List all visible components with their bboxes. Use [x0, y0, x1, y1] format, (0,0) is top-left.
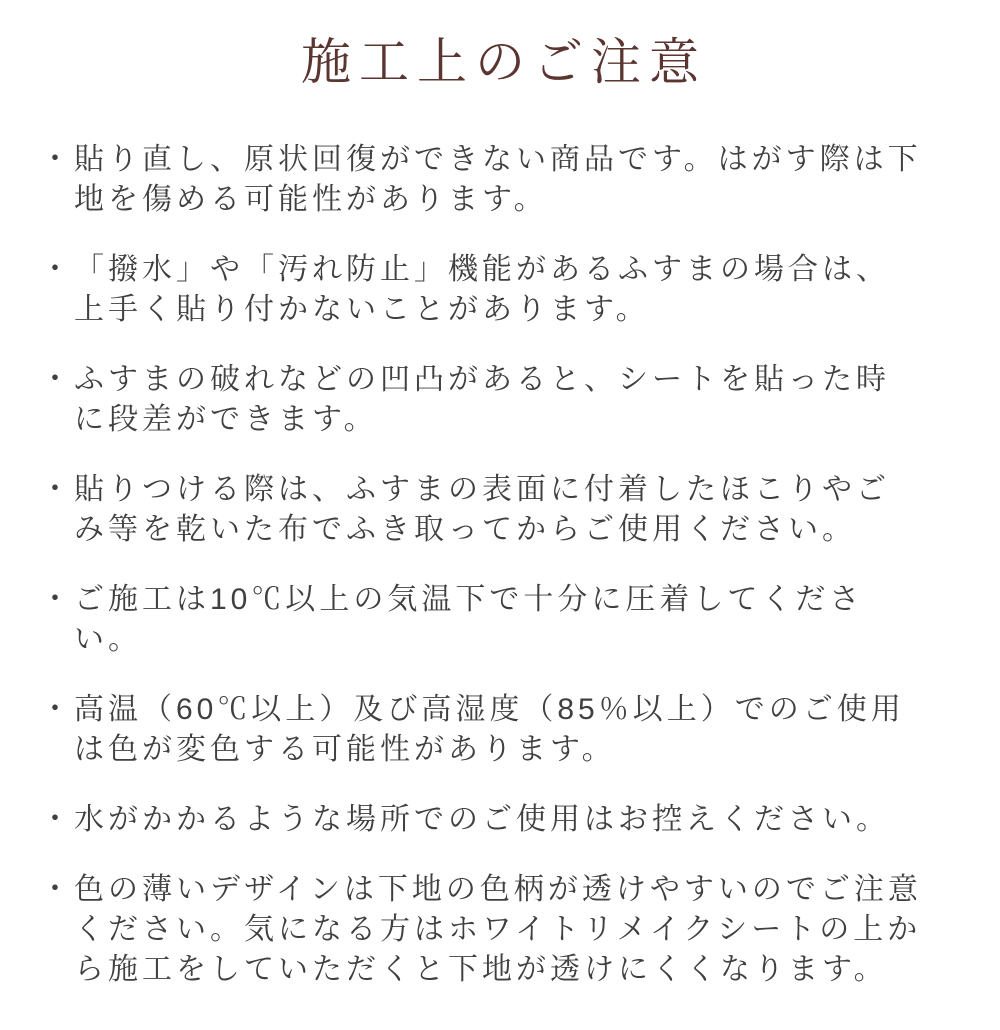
- list-item: [0, 470, 1000, 550]
- list-item-text: 色の薄いデザインは下地の色柄が透けやすいのでご注意ください。気になる方はホワイトリメイクシートの上から施工をしていただくと下地が透けにくくなります。: [74, 873, 922, 986]
- notice-list: [0, 140, 1000, 990]
- list-item: [0, 580, 1000, 660]
- list-item-text: ご施工は10℃以上の気温下で十分に圧着してください。: [74, 583, 864, 656]
- list-item: [0, 250, 1000, 330]
- list-item: [0, 870, 1000, 990]
- list-item: [0, 690, 1000, 770]
- bullet-marker: ・: [40, 583, 74, 616]
- list-item-text: 水がかかるような場所でのご使用はお控えください。: [74, 803, 890, 836]
- bullet-marker: ・: [40, 873, 74, 906]
- list-item-text: ふすまの破れなどの凹凸があると、シートを貼った時に段差ができます。: [74, 363, 890, 436]
- list-item-text: 「撥水」や「汚れ防止」機能があるふすまの場合は、上手く貼り付かないことがあります。: [74, 253, 890, 326]
- list-item-text: 高温（60℃以上）及び高湿度（85％以上）でのご使用は色が変色する可能性があります。: [74, 693, 905, 766]
- list-item: [0, 360, 1000, 440]
- bullet-marker: ・: [40, 143, 74, 176]
- notice-page: [0, 30, 1000, 1030]
- list-item-text: 貼りつける際は、ふすまの表面に付着したほこりやごみ等を乾いた布でふき取ってからご使用ください。: [74, 473, 890, 546]
- bullet-marker: ・: [40, 253, 74, 286]
- list-item: [0, 800, 1000, 840]
- list-item: [0, 140, 1000, 220]
- bullet-marker: ・: [40, 803, 74, 836]
- list-item-text: 貼り直し、原状回復ができない商品です。はがす際は下地を傷める可能性があります。: [74, 143, 922, 216]
- page-title: 施工上のご注意: [301, 34, 707, 90]
- bullet-marker: ・: [40, 473, 74, 506]
- bullet-marker: ・: [40, 363, 74, 396]
- bullet-marker: ・: [40, 693, 74, 726]
